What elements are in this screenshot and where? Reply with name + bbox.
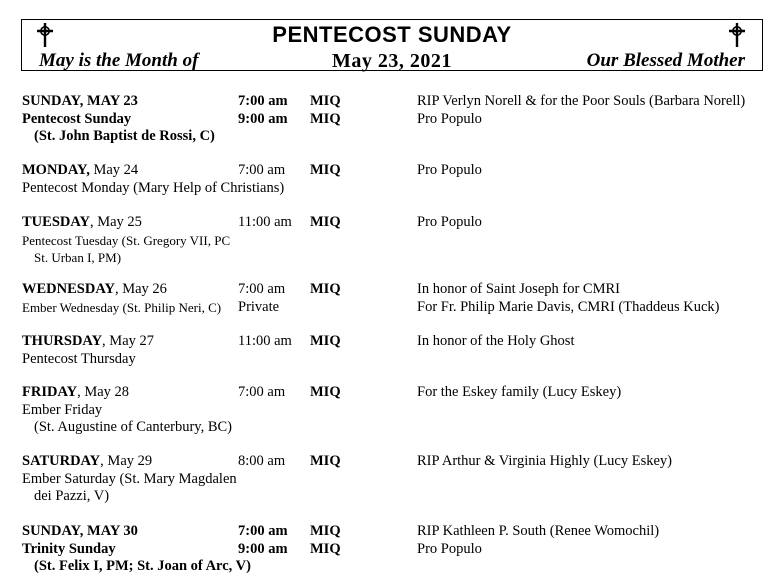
saint-commemoration: (St. John Baptist de Rossi, C): [34, 128, 215, 144]
bulletin-header: [21, 19, 763, 71]
mass-intention: RIP Verlyn Norell & for the Poor Souls (Barbara Norell): [417, 93, 746, 109]
mass-location: MIQ: [310, 453, 341, 469]
feast-name: Ember Wednesday (St. Philip Neri, C): [22, 299, 222, 315]
feast-name: Ember Saturday (St. Mary Magdalen: [22, 470, 237, 487]
mass-location: MIQ: [310, 384, 341, 400]
day-heading: WEDNESDAY, May 26: [22, 281, 167, 297]
mass-location: MIQ: [310, 281, 341, 297]
mass-intention: RIP Arthur & Virginia Highly (Lucy Eskey): [417, 453, 673, 469]
month-dedication-right: Our Blessed Mother: [586, 50, 745, 71]
mass-intention: RIP Kathleen P. South (Renee Womochil): [417, 523, 660, 539]
feast-name: Pentecost Tuesday (St. Gregory VII, PC: [22, 232, 231, 248]
mass-time: 9:00 am: [238, 540, 288, 557]
mass-location: MIQ: [310, 214, 341, 230]
saint-commemoration: (St. Augustine of Canterbury, BC): [34, 419, 233, 435]
mass-time: 7:00 am: [238, 384, 286, 400]
saint-commemoration: St. Urban I, PM): [34, 250, 122, 265]
mass-location: MIQ: [310, 523, 341, 539]
feast-name: Pentecost Sunday: [22, 110, 132, 127]
page-title: PENTECOST SUNDAY: [272, 22, 512, 47]
mass-location: MIQ: [310, 110, 341, 127]
feast-name: Trinity Sunday: [22, 540, 116, 557]
mass-location: MIQ: [310, 333, 341, 349]
mass-time: Private: [238, 298, 280, 315]
mass-intention: For the Eskey family (Lucy Eskey): [417, 384, 622, 400]
bulletin-date: May 23, 2021: [332, 50, 452, 72]
day-heading: SUNDAY, MAY 23: [22, 93, 138, 109]
mass-intention: In honor of Saint Joseph for CMRI: [417, 281, 620, 297]
day-heading: MONDAY, May 24: [22, 162, 139, 178]
mass-time: 11:00 am: [238, 333, 292, 349]
mass-time: 7:00 am: [238, 93, 288, 109]
day-heading: TUESDAY, May 25: [22, 214, 142, 230]
feast-name: Ember Friday: [22, 401, 103, 418]
mass-time: 11:00 am: [238, 214, 292, 230]
mass-location: MIQ: [310, 162, 341, 178]
mass-intention: For Fr. Philip Marie Davis, CMRI (Thaddeus Kuck): [417, 298, 720, 315]
mass-time: 7:00 am: [238, 281, 286, 297]
saint-commemoration: (St. Felix I, PM; St. Joan of Arc, V): [34, 558, 251, 574]
feast-name: Pentecost Monday (Mary Help of Christians): [22, 179, 285, 196]
day-heading: THURSDAY, May 27: [22, 333, 155, 349]
mass-time: 8:00 am: [238, 453, 286, 469]
mass-time: 9:00 am: [238, 110, 288, 127]
day-heading: FRIDAY, May 28: [22, 384, 130, 400]
mass-intention: In honor of the Holy Ghost: [417, 333, 575, 349]
mass-intention: Pro Populo: [417, 214, 482, 230]
mass-time: 7:00 am: [238, 523, 288, 539]
mass-location: MIQ: [310, 540, 341, 557]
mass-intention: Pro Populo: [417, 110, 482, 127]
mass-intention: Pro Populo: [417, 540, 482, 557]
mass-intention: Pro Populo: [417, 162, 482, 178]
saint-commemoration: dei Pazzi, V): [34, 488, 110, 504]
day-heading: SATURDAY, May 29: [22, 453, 153, 469]
month-dedication-left: May is the Month of: [39, 50, 199, 71]
cross-icon: [728, 23, 746, 47]
mass-time: 7:00 am: [238, 162, 286, 178]
day-heading: SUNDAY, MAY 30: [22, 523, 138, 539]
mass-location: MIQ: [310, 93, 341, 109]
feast-name: Pentecost Thursday: [22, 350, 136, 367]
